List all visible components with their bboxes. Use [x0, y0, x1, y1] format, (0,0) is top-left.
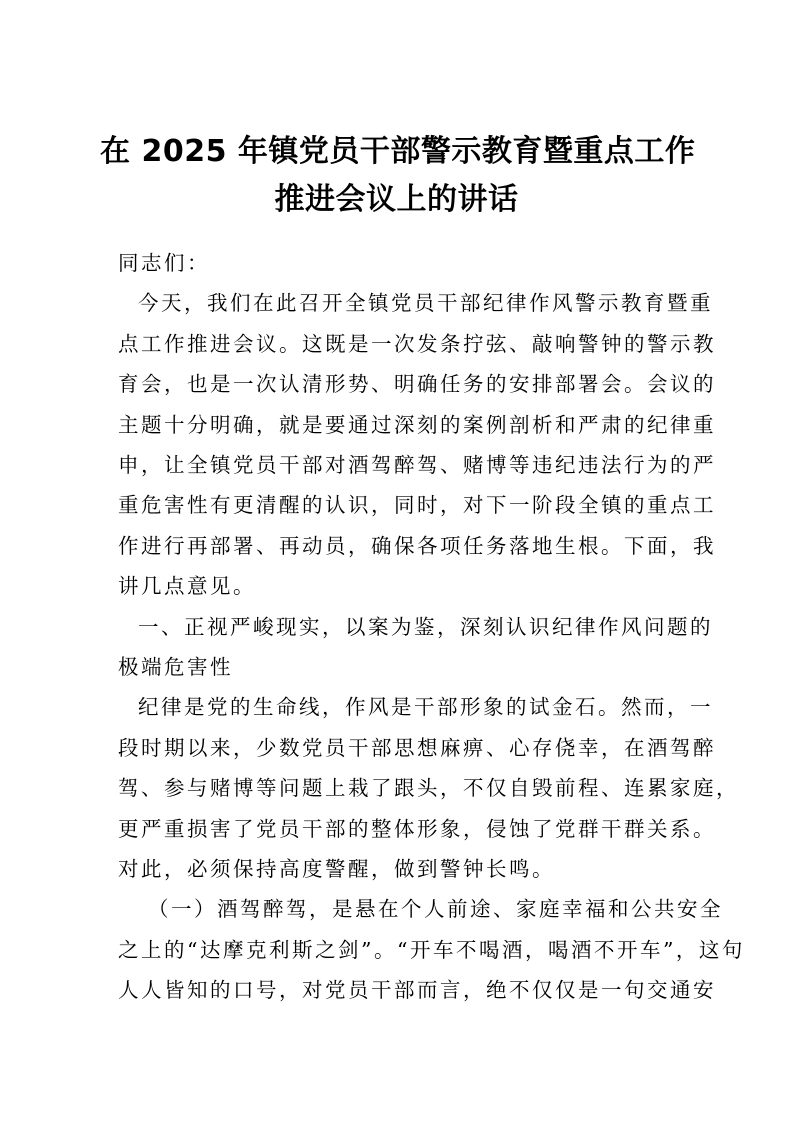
paragraph-line: 主题十分明确，就是要通过深刻的案例剖析和严肃的纪律重: [118, 412, 716, 437]
paragraph-line: 点工作推进会议。这既是一次发条拧弦、敲响警钟的警示教: [118, 331, 716, 356]
paragraph-line: 纪律是党的生命线，作风是干部形象的试金石。然而，一: [138, 695, 713, 720]
paragraph-line: 之上的“达摩克利斯之剑”。“开车不喝酒，喝酒不开车”，这句: [118, 937, 745, 962]
subsection-line: （一）酒驾醉驾，是悬在个人前途、家庭幸福和公共安全: [148, 897, 723, 922]
section-heading-line: 一、正视严峻现实，以案为鉴，深刻认识纪律作风问题的: [138, 614, 713, 639]
paragraph-line: 育会，也是一次认清形势、明确任务的安排部署会。会议的: [118, 372, 716, 397]
paragraph-line: 对此，必须保持高度警醒，做到警钟长鸣。: [118, 857, 555, 881]
paragraph-line: 作进行再部署、再动员，确保各项任务落地生根。下面，我: [118, 533, 716, 558]
document-title-line-2: 推进会议上的讲话: [274, 182, 519, 217]
paragraph-line: 段时期以来，少数党员干部思想麻痹、心存侥幸，在酒驾醉: [118, 735, 716, 760]
salutation: 同志们：: [118, 251, 210, 275]
paragraph-line: 重危害性有更清醒的认识，同时，对下一阶段全镇的重点工: [118, 493, 716, 518]
paragraph-line: 人人皆知的口号，对党员干部而言，绝不仅仅是一句交通安: [118, 978, 716, 1003]
paragraph-line: 驾、参与赌博等问题上栽了跟头，不仅自毁前程、连累家庭，: [118, 776, 739, 801]
paragraph-line: 讲几点意见。: [118, 574, 256, 599]
paragraph-line: 更严重损害了党员干部的整体形象，侵蚀了党群干群关系。: [118, 816, 716, 841]
document-title-line-1: 在 2025 年镇党员干部警示教育暨重点工作: [100, 134, 696, 169]
paragraph-line: 今天，我们在此召开全镇党员干部纪律作风警示教育暨重: [138, 291, 713, 316]
paragraph-line: 申，让全镇党员干部对酒驾醉驾、赌博等违纪违法行为的严: [118, 453, 716, 477]
section-heading-line: 极端危害性: [118, 655, 233, 679]
